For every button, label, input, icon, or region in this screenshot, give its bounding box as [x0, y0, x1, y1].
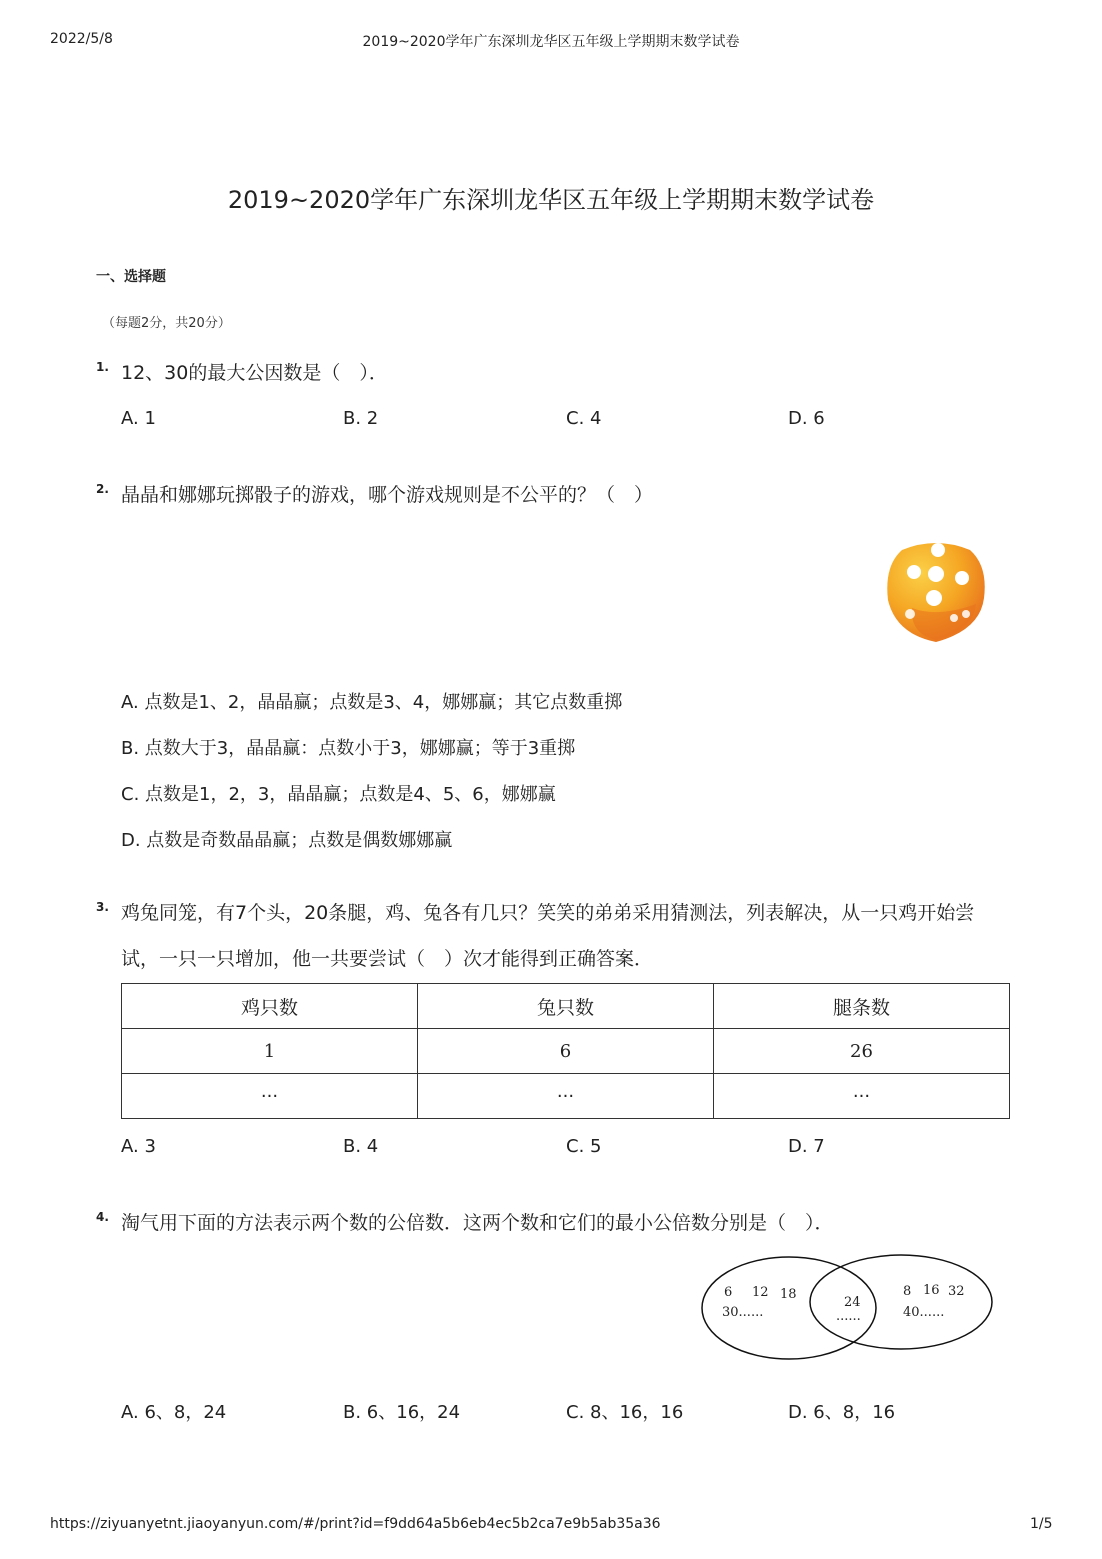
section-title: 一、选择题: [96, 269, 166, 285]
page-title: 2019~2020学年广东深圳龙华区五年级上学期期末数学试卷: [227, 186, 875, 214]
venn-label: 40......: [903, 1305, 945, 1320]
venn-label: 16: [923, 1283, 940, 1298]
venn-label: 32: [948, 1284, 965, 1299]
question-number: 2.: [96, 482, 109, 496]
venn-label: 30......: [722, 1305, 764, 1320]
option-b[interactable]: B. 点数大于3，晶晶赢：点数小于3，娜娜赢；等于3重掷: [121, 738, 576, 759]
table-row: [122, 1029, 1010, 1074]
guess-table: [121, 983, 1010, 1119]
table-cell: ···: [122, 1074, 418, 1119]
table-cell: ···: [714, 1074, 1010, 1119]
option-a[interactable]: A. 6、8，24: [121, 1402, 227, 1423]
option-d[interactable]: D. 6、8，16: [788, 1402, 896, 1423]
question-text-line1: 鸡兔同笼，有7个头，20条腿，鸡、兔各有几只？笑笑的弟弟采用猜测法，列表解决，从一只鸡开始尝: [121, 902, 975, 924]
option-a[interactable]: A. 1: [121, 408, 156, 429]
print-date: 2022/5/8: [50, 31, 113, 47]
venn-diagram: [700, 1254, 996, 1364]
option-c[interactable]: C. 5: [566, 1136, 602, 1157]
option-c[interactable]: C. 8、16，16: [566, 1402, 684, 1423]
venn-label: 12: [752, 1285, 769, 1300]
table-row: [122, 1074, 1010, 1119]
option-c[interactable]: C. 点数是1，2，3，晶晶赢；点数是4、5、6，娜娜赢: [121, 784, 556, 805]
table-cell: 26: [714, 1029, 1010, 1074]
venn-label: ......: [836, 1309, 861, 1324]
venn-label: 24: [844, 1295, 861, 1310]
section-note: （每题2分，共20分）: [102, 316, 231, 331]
option-b[interactable]: B. 4: [343, 1136, 379, 1157]
venn-label: 8: [903, 1284, 912, 1299]
question-text: 晶晶和娜娜玩掷骰子的游戏，哪个游戏规则是不公平的？（ ）: [121, 484, 654, 506]
option-b[interactable]: B. 2: [343, 408, 379, 429]
table-cell: ···: [418, 1074, 714, 1119]
footer-url[interactable]: https://ziyuanyetnt.jiaoyanyun.com/#/print?id=f9dd64a5b6eb4ec5b2ca7e9b5ab35a36: [50, 1516, 661, 1532]
table-cell: 6: [418, 1029, 714, 1074]
venn-label: 6: [724, 1285, 733, 1300]
option-b[interactable]: B. 6、16，24: [343, 1402, 461, 1423]
option-d[interactable]: D. 6: [788, 408, 825, 429]
option-a[interactable]: A. 3: [121, 1136, 156, 1157]
question-text: 淘气用下面的方法表示两个数的公倍数．这两个数和它们的最小公倍数分别是（ ）．: [121, 1212, 834, 1234]
dice-icon: [884, 538, 988, 644]
question-number: 1.: [96, 360, 109, 374]
question-text: 12、30的最大公因数是（ ）．: [121, 362, 388, 384]
table-header-cell: 鸡只数: [122, 984, 418, 1029]
option-d[interactable]: D. 点数是奇数晶晶赢；点数是偶数娜娜赢: [121, 830, 453, 851]
table-cell: 1: [122, 1029, 418, 1074]
venn-right-circle: [810, 1255, 992, 1349]
table-header-cell: 腿条数: [714, 984, 1010, 1029]
venn-label: 18: [780, 1287, 797, 1302]
question-text-line2: 试，一只一只增加，他一共要尝试（ ）次才能得到正确答案．: [121, 948, 654, 970]
option-a[interactable]: A. 点数是1、2，晶晶赢；点数是3、4，娜娜赢；其它点数重掷: [121, 692, 623, 713]
page-number: 1/5: [1030, 1516, 1053, 1532]
option-d[interactable]: D. 7: [788, 1136, 825, 1157]
table-header-cell: 兔只数: [418, 984, 714, 1029]
table-header-row: [122, 984, 1010, 1029]
option-c[interactable]: C. 4: [566, 408, 602, 429]
question-number: 3.: [96, 900, 109, 914]
question-number: 4.: [96, 1210, 109, 1224]
print-header-title: 2019~2020学年广东深圳龙华区五年级上学期期末数学试卷: [362, 34, 740, 50]
